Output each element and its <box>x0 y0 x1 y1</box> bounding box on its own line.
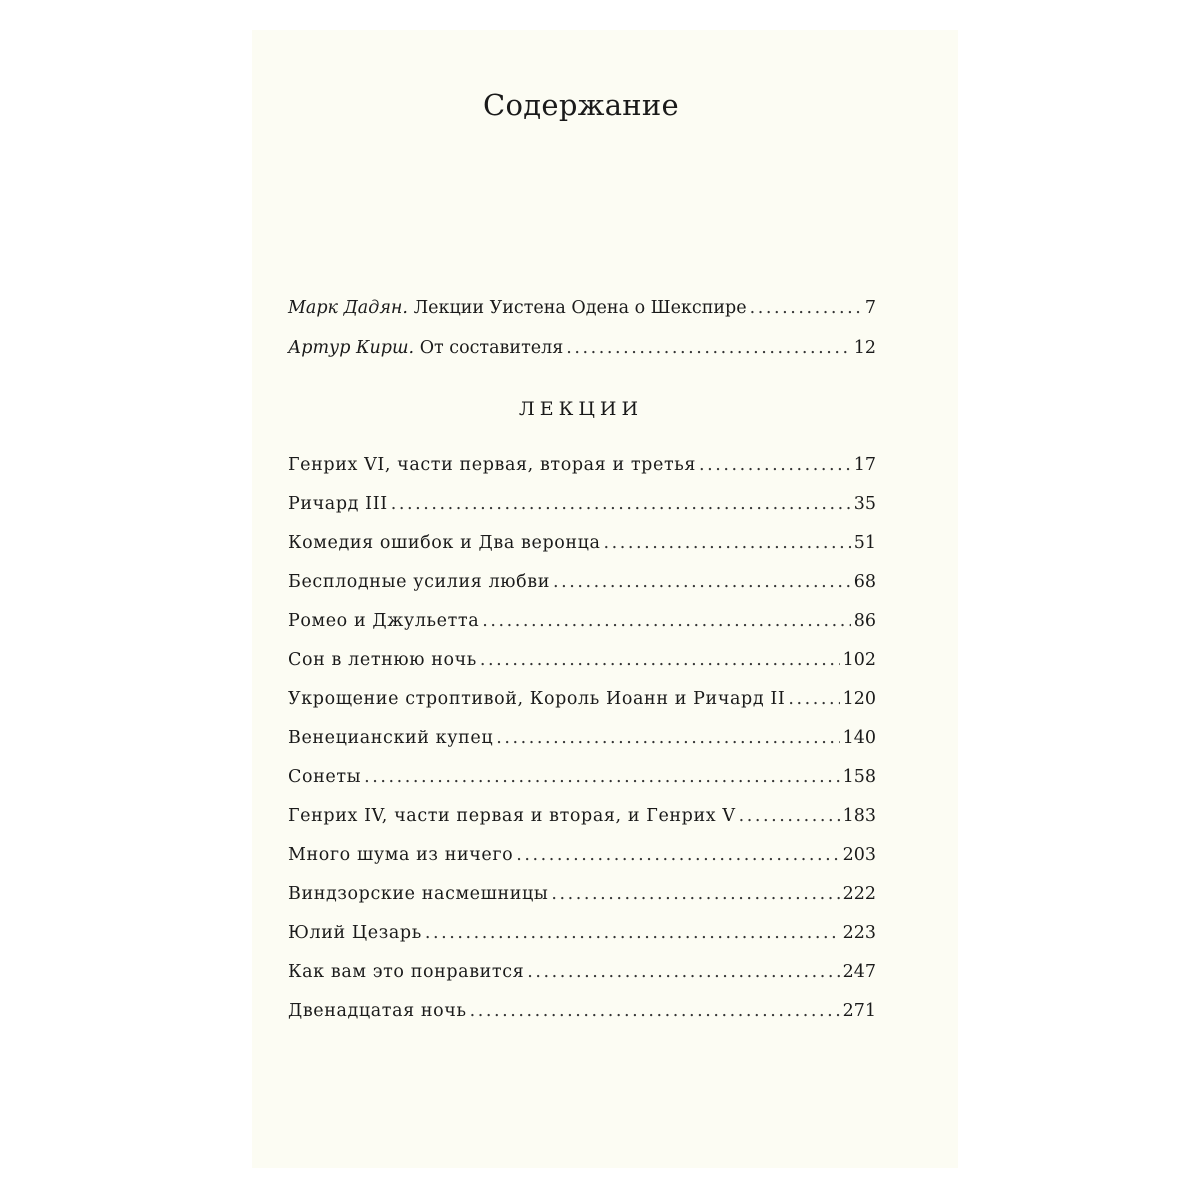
dot-leader <box>788 689 839 709</box>
dot-leader <box>470 1001 840 1021</box>
dot-leader <box>516 845 839 865</box>
section-heading: ЛЕКЦИИ <box>518 398 644 420</box>
toc-entry-lecture <box>288 689 876 709</box>
dot-leader <box>482 611 850 631</box>
toc-entry-lecture <box>288 884 876 904</box>
dot-leader <box>750 298 862 318</box>
entry-page-number: 51 <box>853 533 876 553</box>
entry-page-number: 120 <box>842 689 876 709</box>
entry-page-number: 158 <box>842 767 876 787</box>
entry-title: Генрих IV, части первая и вторая, и Генрих V <box>288 806 736 826</box>
entry-title: Ричард III <box>288 494 388 514</box>
entry-author: Марк Дадян. <box>288 298 408 318</box>
dot-leader <box>699 455 851 475</box>
entry-title: Виндзорские насмешницы <box>288 884 549 904</box>
toc-entry-lecture <box>288 455 876 475</box>
entry-page-number: 35 <box>853 494 876 514</box>
dot-leader <box>553 572 851 592</box>
dot-leader <box>364 767 839 787</box>
toc-entry-lecture <box>288 845 876 865</box>
entry-page-number: 183 <box>842 806 876 826</box>
entry-page-number: 102 <box>842 650 876 670</box>
entry-page-number: 223 <box>842 923 876 943</box>
dot-leader <box>604 533 851 553</box>
entry-title: От составителя <box>419 338 564 358</box>
entry-title: Укрощение строптивой, Король Иоанн и Ричард II <box>288 689 786 709</box>
toc-entry-lecture <box>288 962 876 982</box>
entry-page-number: 86 <box>853 611 876 631</box>
toc-entry-lecture <box>288 728 876 748</box>
toc-entry-front-1 <box>288 298 876 318</box>
entry-title: Комедия ошибок и Два веронца <box>288 533 601 553</box>
entry-page-number: 247 <box>842 962 876 982</box>
dot-leader <box>551 884 839 904</box>
dot-leader <box>480 650 840 670</box>
entry-page-number: 140 <box>842 728 876 748</box>
entry-title: Лекции Уистена Одена о Шекспире <box>413 298 747 318</box>
dot-leader <box>496 728 839 748</box>
entry-page-number: 222 <box>842 884 876 904</box>
entry-page-number: 271 <box>842 1001 876 1021</box>
entry-author: Артур Кирш. <box>288 338 415 358</box>
dot-leader <box>527 962 839 982</box>
entry-title: Двенадцатая ночь <box>288 1001 467 1021</box>
entry-page-number: 12 <box>853 338 876 358</box>
toc-entry-lecture <box>288 494 876 514</box>
entry-title: Как вам это понравится <box>288 962 525 982</box>
toc-entry-lecture <box>288 572 876 592</box>
entry-page-number: 68 <box>853 572 876 592</box>
entry-title: Ромео и Джульетта <box>288 611 480 631</box>
page-title: Содержание <box>482 88 680 122</box>
dot-leader <box>425 923 840 943</box>
book-page <box>252 30 958 1168</box>
entry-title: Венецианский купец <box>288 728 494 748</box>
entry-title: Бесплодные усилия любви <box>288 572 550 592</box>
entry-title: Генрих VI, части первая, вторая и третья <box>288 455 696 475</box>
entry-title: Сонеты <box>288 767 362 787</box>
toc-entry-lecture <box>288 767 876 787</box>
dot-leader <box>391 494 851 514</box>
entry-title: Юлий Цезарь <box>288 923 422 943</box>
toc-entry-lecture <box>288 1001 876 1021</box>
dot-leader <box>566 338 850 358</box>
entry-page-number: 203 <box>842 845 876 865</box>
entry-title: Много шума из ничего <box>288 845 514 865</box>
dot-leader <box>739 806 840 826</box>
toc-entry-lecture <box>288 611 876 631</box>
entry-title: Сон в летнюю ночь <box>288 650 477 670</box>
toc-entry-lecture <box>288 650 876 670</box>
entry-page-number: 17 <box>853 455 876 475</box>
toc-entry-front-2 <box>288 338 876 358</box>
entry-page-number: 7 <box>864 298 876 318</box>
toc-entry-lecture <box>288 533 876 553</box>
toc-entry-lecture <box>288 923 876 943</box>
toc-entry-lecture <box>288 806 876 826</box>
